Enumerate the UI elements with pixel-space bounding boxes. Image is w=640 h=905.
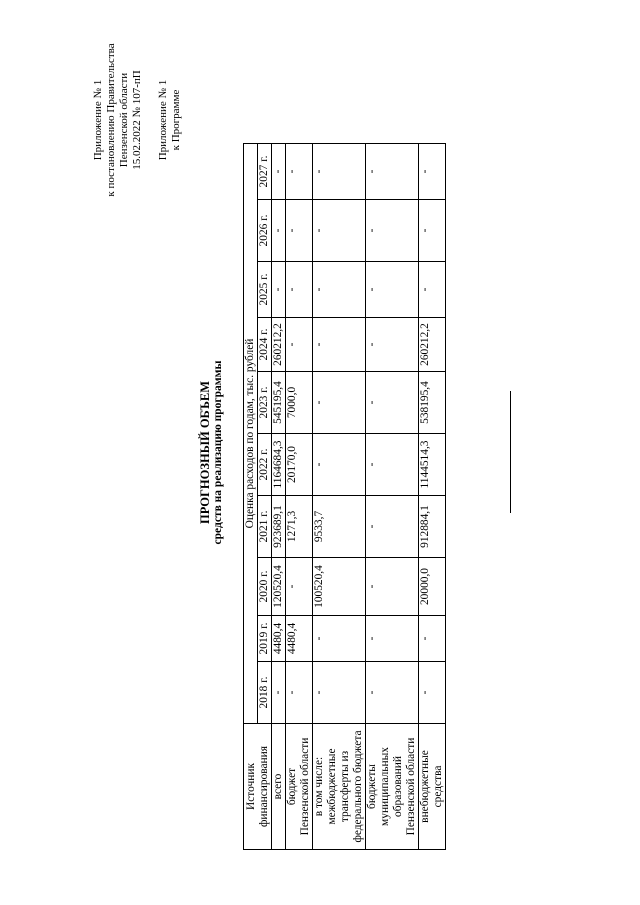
source-label-line: образований <box>392 756 404 817</box>
value-cell: - <box>419 144 446 200</box>
year-header-cell: 2023 г. <box>258 372 272 434</box>
value-cell: - <box>366 616 419 662</box>
year-header-cell: 2027 г. <box>258 144 272 200</box>
value-cell: 20170,0 <box>286 434 313 496</box>
value-cell: 538195,4 <box>419 372 446 434</box>
value-cell: - <box>366 200 419 262</box>
value-cell: - <box>366 558 419 616</box>
source-cell <box>419 724 446 850</box>
source-cell <box>272 724 286 850</box>
appendix-note <box>92 25 183 215</box>
value-cell: - <box>313 200 366 262</box>
value-cell: - <box>419 616 446 662</box>
source-header-cell <box>244 724 272 850</box>
source-cell <box>286 724 313 850</box>
source-label-line: муниципальных <box>379 747 391 826</box>
value-cell: - <box>313 318 366 372</box>
value-cell: 260212,2 <box>272 318 286 372</box>
value-cell: - <box>286 662 313 724</box>
separator-line <box>510 391 511 513</box>
table-row <box>286 144 313 850</box>
year-header-cell: 2026 г. <box>258 200 272 262</box>
value-cell: 260212,2 <box>419 318 446 372</box>
value-cell: 120520,4 <box>272 558 286 616</box>
source-label-line: Пензенской области <box>405 737 417 836</box>
value-cell: 923689,1 <box>272 496 286 558</box>
group-header-cell: Оценка расходов по годам, тыс. рублей <box>244 144 258 724</box>
appendix-line: 15.02.2022 № 107-пП <box>131 70 143 170</box>
source-header-line: финансирования <box>257 746 270 827</box>
value-cell: 9533,7 <box>313 496 366 558</box>
year-header-cell: 2022 г. <box>258 434 272 496</box>
value-cell: - <box>366 496 419 558</box>
financing-table <box>243 143 446 850</box>
year-header-cell: 2024 г. <box>258 318 272 372</box>
appendix-line: к постановлению Правительства <box>105 43 117 197</box>
appendix-line: Приложение № 1 <box>92 79 104 161</box>
source-cell <box>366 724 419 850</box>
value-cell: - <box>366 144 419 200</box>
value-cell: 100520,4 <box>313 558 366 616</box>
source-label-line: бюджет <box>286 767 298 806</box>
source-label-line: межбюджетные <box>326 748 338 825</box>
value-cell: - <box>272 144 286 200</box>
document-subtitle: средств на реализацию программы <box>212 360 224 545</box>
value-cell: - <box>272 200 286 262</box>
value-cell: - <box>366 662 419 724</box>
year-header-cell: 2021 г. <box>258 496 272 558</box>
value-cell: - <box>286 558 313 616</box>
value-cell: 7000,0 <box>286 372 313 434</box>
table-row <box>272 144 286 850</box>
value-cell: - <box>313 372 366 434</box>
value-cell: - <box>419 200 446 262</box>
source-label-line: внебюджетные <box>419 750 431 823</box>
source-header-line: Источник <box>244 763 257 810</box>
value-cell: - <box>366 318 419 372</box>
value-cell: - <box>272 662 286 724</box>
value-cell: - <box>419 662 446 724</box>
value-cell: 1144514,3 <box>419 434 446 496</box>
value-cell: - <box>313 262 366 318</box>
year-header-cell: 2018 г. <box>258 662 272 724</box>
value-cell: 1271,3 <box>286 496 313 558</box>
value-cell: 20000,0 <box>419 558 446 616</box>
value-cell: - <box>366 434 419 496</box>
value-cell: 4480,4 <box>272 616 286 662</box>
value-cell: 912884,1 <box>419 496 446 558</box>
value-cell: - <box>419 262 446 318</box>
source-label-line: трансферты из <box>339 750 351 823</box>
source-label-line: федерального бюджета <box>352 730 364 843</box>
value-cell: - <box>366 262 419 318</box>
value-cell: - <box>313 144 366 200</box>
source-label-line: всего <box>272 773 284 800</box>
year-header-cell: 2025 г. <box>258 262 272 318</box>
year-header-cell: 2019 г. <box>258 616 272 662</box>
table-row <box>313 144 366 850</box>
value-cell: - <box>313 616 366 662</box>
table-row <box>366 144 419 850</box>
value-cell: 4480,4 <box>286 616 313 662</box>
source-label-line: бюджеты <box>366 764 378 809</box>
table-row <box>419 144 446 850</box>
value-cell: 1164684,3 <box>272 434 286 496</box>
source-label-line: Пензенской области <box>299 737 311 836</box>
value-cell: - <box>286 200 313 262</box>
source-label-line: средства <box>432 765 444 808</box>
value-cell: 545195,4 <box>272 372 286 434</box>
value-cell: - <box>272 262 286 318</box>
source-label-line: в том числе: <box>313 756 325 817</box>
year-header-cell: 2020 г. <box>258 558 272 616</box>
appendix-line: Приложение № 1 <box>157 79 169 161</box>
document-title: ПРОГНОЗНЫЙ ОБЪЕМ <box>198 380 212 525</box>
value-cell: - <box>366 372 419 434</box>
source-cell <box>313 724 366 850</box>
value-cell: - <box>313 662 366 724</box>
value-cell: - <box>286 262 313 318</box>
appendix-line: к Программе <box>170 89 182 151</box>
value-cell: - <box>286 318 313 372</box>
appendix-line: Пензенской области <box>118 72 130 168</box>
value-cell: - <box>313 434 366 496</box>
value-cell: - <box>286 144 313 200</box>
